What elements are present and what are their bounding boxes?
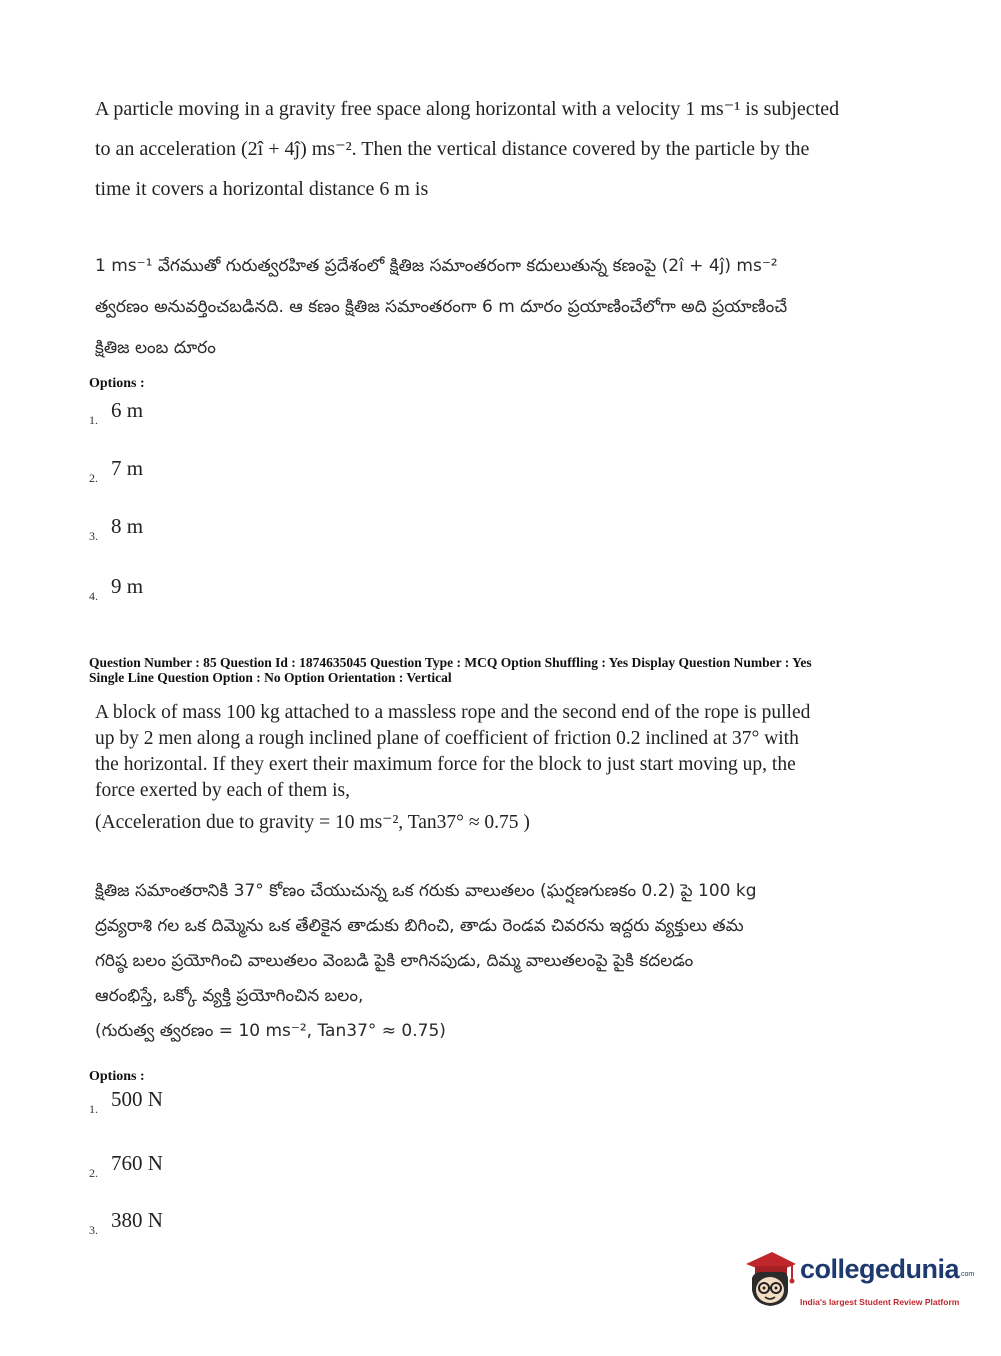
q84-english-text bbox=[95, 89, 875, 209]
q85-telugu-line: ద్రవ్యరాశి గల ఒక దిమ్మెను ఒక తేలికైన తాడుకు బిగించి, తాడు రెండవ చివరను ఇద్దరు వ్యక్తులు తమ bbox=[95, 916, 744, 936]
logo-tagline: India's largest Student Review Platform bbox=[800, 1297, 960, 1307]
q84-telugu-text bbox=[95, 246, 885, 369]
option-number: 2. bbox=[89, 471, 98, 485]
option-number: 4. bbox=[89, 589, 98, 603]
q85-telugu-line: క్షితిజ సమాంతరానికి 37° కోణం చేయుచున్న ఒక గరుకు వాలుతలం (ఘర్షణగుణకం 0.2) పై 100 kg bbox=[95, 881, 757, 901]
q85-telugu-line: గరిష్ఠ బలం ప్రయోగించి వాలుతలం వెంబడి పైకి లాగినపుడు, దిమ్మ వాలుతలంపై పైకి కదలడం bbox=[95, 951, 694, 971]
option-value: 500 N bbox=[111, 1087, 163, 1111]
collegedunia-logo[interactable] bbox=[742, 1250, 975, 1315]
q84-telugu-line: క్షితిజ లంబ దూరం bbox=[95, 338, 216, 358]
q85-telugu-text bbox=[95, 874, 885, 1049]
option-value: 7 m bbox=[111, 456, 144, 480]
q85-english-line: force exerted by each of them is, bbox=[95, 780, 351, 801]
q85-english-line: the horizontal. If they exert their maximum force for the block to just start moving up, the bbox=[95, 754, 796, 775]
q84-english-line: A particle moving in a gravity free space along horizontal with a velocity 1 ms⁻¹ is subjected bbox=[95, 98, 840, 120]
option-number: 1. bbox=[89, 413, 98, 427]
option-value: 6 m bbox=[111, 398, 144, 422]
q85-metadata bbox=[89, 655, 969, 685]
q85-telugu-line: (గురుత్వ త్వరణం = 10 ms⁻², Tan37° ≈ 0.75) bbox=[95, 1021, 446, 1041]
q85-meta-line: Question Number : 85 Question Id : 1874635045 Question Type : MCQ Option Shuffling : Yes Display Question Number : Yes bbox=[89, 655, 812, 670]
q84-options-title: Options : bbox=[89, 376, 145, 391]
option-value: 8 m bbox=[111, 514, 144, 538]
q84-telugu-line: త్వరణం అనువర్తించబడినది. ఆ కణం క్షితిజ సమాంతరంగా 6 m దూరం ప్రయాణించేలోగా అది ప్రయాణించే bbox=[95, 297, 788, 317]
logo-suffix: .com bbox=[959, 1271, 975, 1278]
q85-english-line: (Acceleration due to gravity = 10 ms⁻², Tan37° ≈ 0.75 ) bbox=[95, 812, 530, 833]
q85-english-text bbox=[95, 700, 875, 836]
q85-meta-line: Single Line Question Option : No Option Orientation : Vertical bbox=[89, 670, 452, 685]
q85-options-title: Options : bbox=[89, 1069, 145, 1084]
option-number: 3. bbox=[89, 1223, 98, 1237]
option-value: 760 N bbox=[111, 1151, 163, 1175]
option-value: 380 N bbox=[111, 1208, 163, 1232]
q84-telugu-line: 1 ms⁻¹ వేగముతో గురుత్వరహిత ప్రదేశంలో క్షితిజ సమాంతరంగా కదులుతున్న కణంపై (2î + 4ĵ) ms⁻² bbox=[95, 256, 778, 276]
option-value: 9 m bbox=[111, 574, 144, 598]
option-number: 3. bbox=[89, 529, 98, 543]
q85-english-line: A block of mass 100 kg attached to a massless rope and the second end of the rope is pulled bbox=[95, 702, 811, 723]
q84-english-line: to an acceleration (2î + 4ĵ) ms⁻². Then the vertical distance covered by the particle by the bbox=[95, 138, 810, 160]
mascot-icon bbox=[742, 1250, 798, 1312]
option-number: 2. bbox=[89, 1166, 98, 1180]
q84-english-line: time it covers a horizontal distance 6 m is bbox=[95, 178, 429, 200]
option-number: 1. bbox=[89, 1102, 98, 1116]
logo-wordmark: collegedunia bbox=[800, 1254, 960, 1284]
q85-english-line: up by 2 men along a rough inclined plane of coefficient of friction 0.2 inclined at 37° with bbox=[95, 728, 799, 749]
q85-telugu-line: ఆరంభిస్తే, ఒక్కో వ్యక్తి ప్రయోగించిన బలం, bbox=[95, 986, 364, 1006]
